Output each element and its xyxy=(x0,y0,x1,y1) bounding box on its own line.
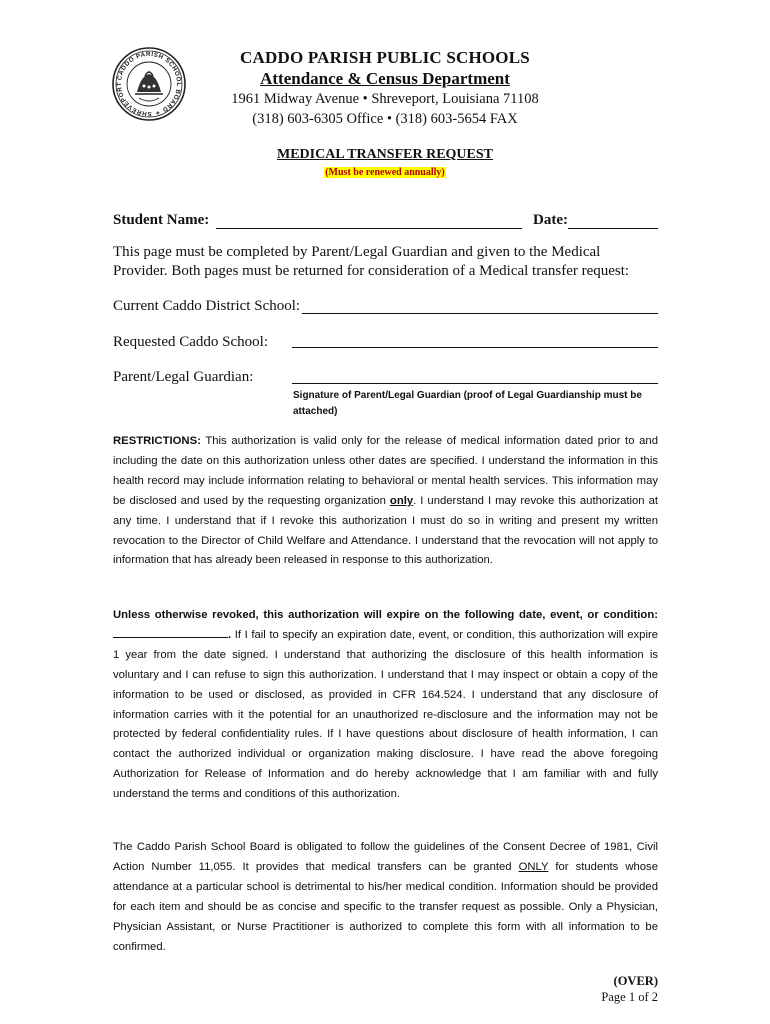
expiration-lead: Unless otherwise revoked, this authorization will expire on the following date, event, or condition: xyxy=(113,609,658,621)
requested-school-label: Requested Caddo School: xyxy=(113,334,268,350)
phone-fax: (318) 603-6305 Office • (318) 603-5654 FAX xyxy=(252,111,518,127)
guardian-signature-field[interactable] xyxy=(292,383,658,384)
page-number: Page 1 of 2 xyxy=(601,990,658,1004)
only-emphasis: only xyxy=(389,494,414,507)
form-title: MEDICAL TRANSFER REQUEST xyxy=(276,147,493,162)
instructions: This page must be completed by Parent/Legal Guardian and given to the Medical Provider. Both pages must be returned for consideration of a Medical transfer request: xyxy=(113,244,630,279)
department-name: Attendance & Census Department xyxy=(260,69,510,88)
expiration-paragraph: Unless otherwise revoked, this authorization will expire on the following date, event, or condition: . If I fail to specify an expiration date, event, or condition, this authorization will expire 1 year from the date signed. I understand that authorizing the disclosure of this health information is voluntary and I can refuse to sign this authorization. I understand that I may inspect or obtain a copy of the information to be used or disclosed, as provided in CFR 164.524. I understand that any disclosure of information carries with it the potential for an unauthorized re-disclosure and the information may not be protected by federal confidentiality rules. If I have questions about disclosure of health information, I can contact the authorized individual or organization making disclosure. I have read the above foregoing Authorization for Release of Information and do hereby acknowledge that I am familiar with and fully understand the terms and conditions of this authorization. xyxy=(113,609,658,801)
consent-decree-paragraph: The Caddo Parish School Board is obligated to follow the guidelines of the Consent Decree of 1981, Civil Action Number 11,055. It provides that medical transfers can be granted ONLY for students whose attendance at a particular school is detrimental to his/her medical condition. Information should be provided for each item and should be as concise and specific to the transfer request as possible. Only a Physician, Physician Assistant, or Nurse Practitioner is authorized to complete this form with all information to be confirmed. xyxy=(113,841,658,953)
address: 1961 Midway Avenue • Shreveport, Louisiana 71108 xyxy=(231,91,539,107)
signature-caption: Signature of Parent/Legal Guardian (proof of Legal Guardianship must be attached) xyxy=(293,390,642,417)
school-board-seal xyxy=(111,46,187,122)
restrictions-paragraph: RESTRICTIONS: This authorization is valid only for the release of medical information dated prior to and including the date on this authorization unless other dates are specified. I understand the information in this health record may include information relating to behavioral or mental health services. This information may be disclosed and used by the requesting organization only. I understand I may revoke this authorization at any time. I understand that if I revoke this authorization I must do so in writing and present my written revocation to the Director of Child Welfare and Attendance. I understand that the revocation will not apply to information that has already been released in response to this authorization. xyxy=(113,435,658,567)
date-label: Date: xyxy=(533,212,568,228)
renew-note: (Must be renewed annually) xyxy=(325,167,445,178)
student-name-label: Student Name: xyxy=(113,212,210,228)
guardian-label: Parent/Legal Guardian: xyxy=(113,369,254,385)
over-note: (OVER) xyxy=(613,974,658,988)
current-school-label: Current Caddo District School: xyxy=(113,298,301,314)
expiration-condition-field[interactable] xyxy=(113,627,228,638)
requested-school-field[interactable] xyxy=(292,347,658,348)
student-name-field[interactable] xyxy=(216,228,522,229)
seal-emblem-icon xyxy=(111,46,187,122)
svg-text:CADDO PARISH SCHOOL BOARD ✦ SH: CADDO PARISH SCHOOL BOARD ✦ SHREVEPORT xyxy=(115,50,183,118)
current-school-field[interactable] xyxy=(302,313,658,314)
date-field[interactable] xyxy=(568,228,658,229)
letterhead xyxy=(200,47,570,129)
restrictions-label: RESTRICTIONS: xyxy=(113,435,201,447)
org-name: CADDO PARISH PUBLIC SCHOOLS xyxy=(240,48,530,67)
only-caps-emphasis: ONLY xyxy=(518,860,549,873)
